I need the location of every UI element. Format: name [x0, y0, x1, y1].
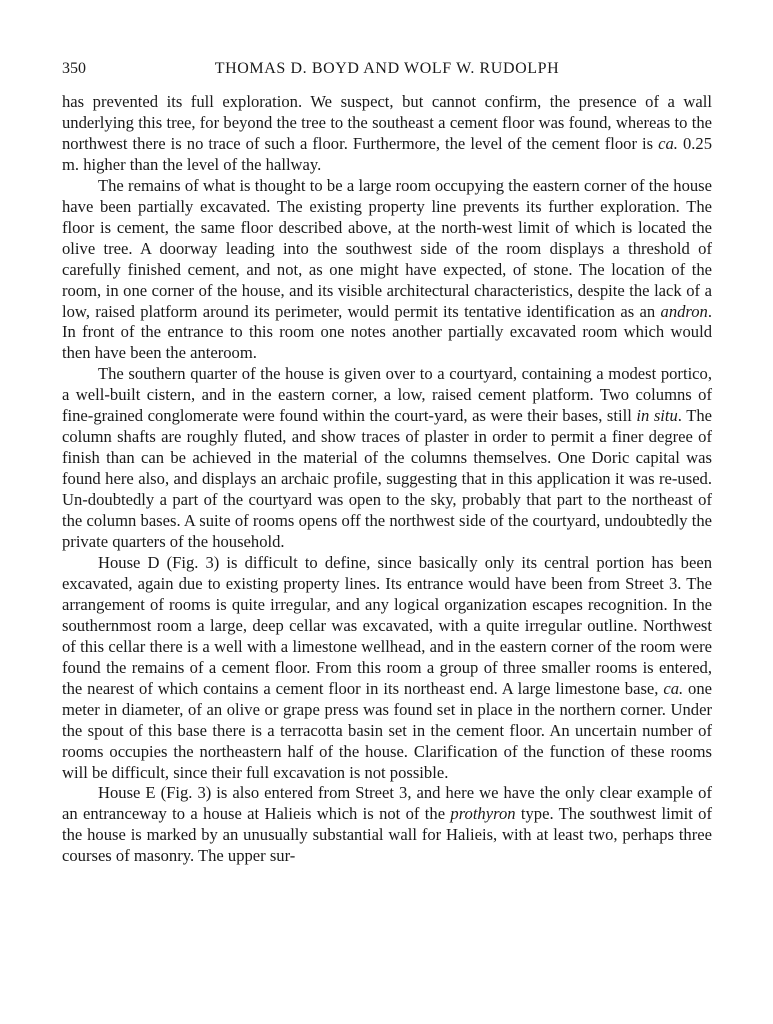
paragraph-2: [62, 176, 712, 365]
running-head: THOMAS D. BOYD AND WOLF W. RUDOLPH: [214, 60, 560, 77]
body-text: [62, 92, 712, 867]
paragraph-3: [62, 364, 712, 553]
italic-term: prothyron: [450, 804, 516, 824]
italic-term: ca.: [658, 133, 678, 153]
paragraph-1: [62, 92, 712, 176]
page: [62, 60, 712, 867]
paragraph-4: [62, 553, 712, 783]
page-header: [62, 60, 712, 84]
paragraph-5: [62, 783, 712, 867]
page-number: 350: [62, 60, 86, 77]
text-segment: 0.25 m. higher than the level of the hallway.: [62, 133, 712, 174]
text-segment: The remains of what is thought to be a large room occupying the eastern corner of the house have been partially excavated. The existing property line prevents its further exploration. The floor is cement, the same floor described above, at the north-west limit of which is located the olive tree. A doorway leading into the southwest side of the room displays a threshold of carefully finished cement, and not, as one might have expected, of stone. The location of the room, in one corner of the house, and its visible architectural characteristics, despite the lack of a low, raised platform around its perimeter, would permit its tentative identification as an: [62, 175, 712, 321]
text-segment: has prevented its full exploration. We suspect, but cannot confirm, the presence of a wall underlying this tree, for beyond the tree to the southeast a cement floor was found, whereas to the northwest there is no trace of such a floor. Furthermore, the level of the cement floor is: [62, 92, 712, 153]
text-segment: . The column shafts are roughly fluted, and show traces of plaster in order to permit a finer degree of finish than can be achieved in the material of the columns themselves. One Doric capital was found here also, and displays an archaic profile, suggesting that in this application it was re-used. Un-doubtedly a part of the courtyard was open to the sky, probably that part to the northeast of the column bases. A suite of rooms opens off the northwest side of the courtyard, undoubtedly the private quarters of the household.: [62, 406, 712, 552]
italic-term: in situ: [636, 406, 678, 426]
text-segment: type. The southwest limit of the house is marked by an unusually substantial wall for Halieis, with at least two, perhaps three courses of masonry. The upper sur-: [62, 804, 712, 866]
text-segment: one meter in diameter, of an olive or grape press was found set in place in the northern corner. Under the spout of this base there is a terracotta basin set in the cement floor. An uncertain number of rooms occupies the northeastern half of the house. Clarification of the function of these rooms will be difficult, since their full excavation is not possible.: [62, 678, 713, 782]
text-segment: . In front of the entrance to this room one notes another partially excavated room which would then have been the anteroom.: [62, 301, 712, 363]
text-segment: The southern quarter of the house is given over to a courtyard, containing a modest portico, a well-built cistern, and in the eastern corner, a low, raised cement platform. Two columns of fine-grained conglomerate were found within the court-yard, as were their bases, still: [62, 364, 712, 426]
italic-term: ca.: [663, 678, 684, 698]
text-segment: House E (Fig. 3) is also entered from Street 3, and here we have the only clear example of an entranceway to a house at Halieis which is not of the: [62, 783, 712, 824]
italic-term: andron: [660, 301, 708, 321]
text-segment: House D (Fig. 3) is difficult to define, since basically only its central portion has been excavated, again due to existing property lines. Its entrance would have been from Street 3. The arrangement of rooms is quite irregular, and any logical organization escapes recognition. In the southernmost room a large, deep cellar was excavated, with a quite irregular outline. Northwest of this cellar there is a well with a limestone wellhead, and in the eastern corner of the room were found the remains of a cement floor. From this room a group of three smaller rooms is entered, the nearest of which contains a cement floor in its northeast end. A large limestone base,: [62, 552, 712, 698]
